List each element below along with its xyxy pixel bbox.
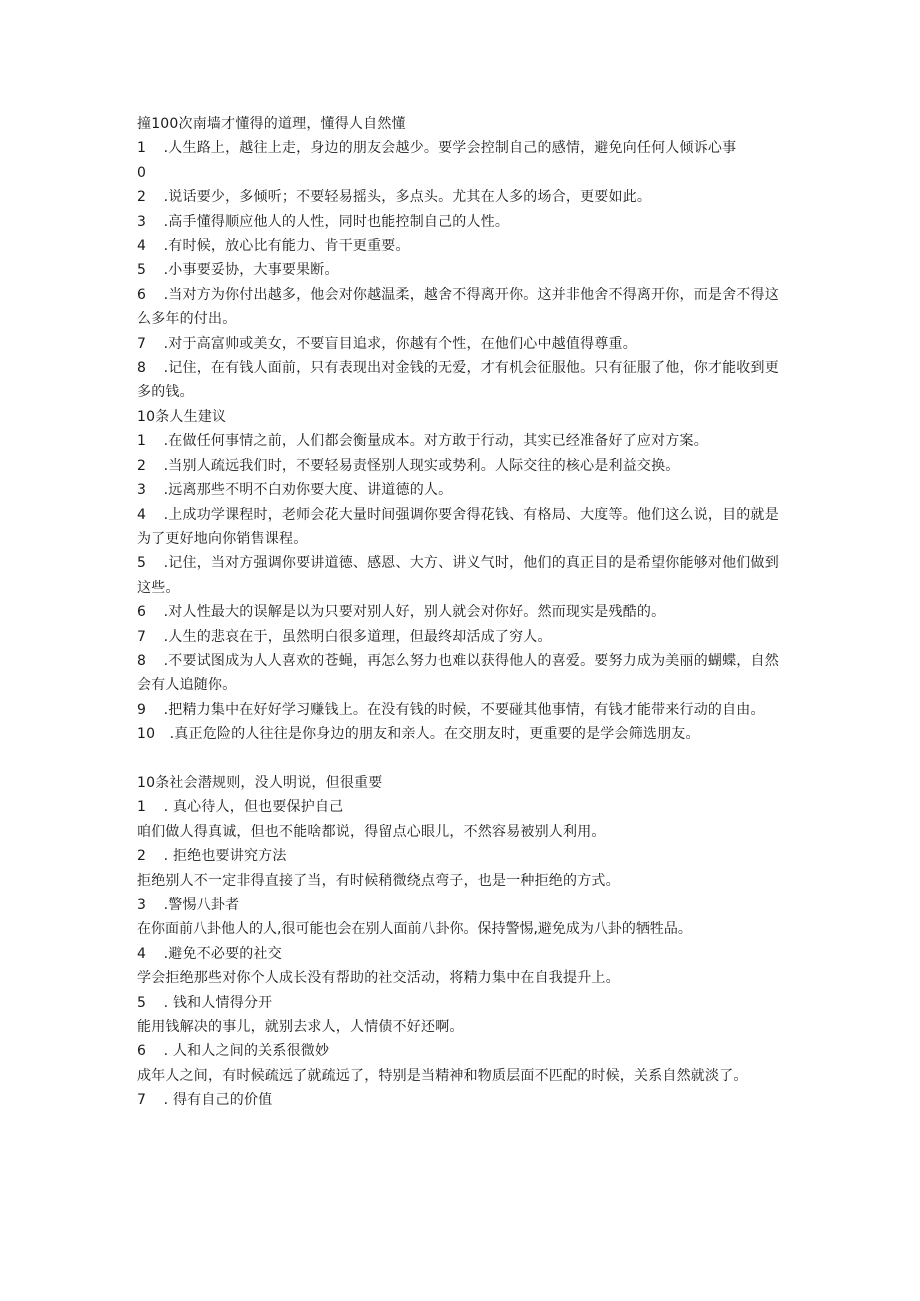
item-title: . 钱和人情得分开 xyxy=(163,994,273,1011)
list-item xyxy=(137,429,785,453)
section-3 xyxy=(137,771,785,1113)
list-item xyxy=(137,503,785,552)
item-number: 7 xyxy=(137,335,147,352)
item-number: 4 xyxy=(137,506,147,523)
item-text: .高手懂得顺应他人的人性，同时也能控制自己的人性。 xyxy=(163,213,510,230)
rule-body: 成年人之间，有时候疏远了就疏远了，特别是当精神和物质层面不匹配的时候，关系自然就淡了。 xyxy=(137,1067,748,1084)
item-number: 3 xyxy=(137,896,147,913)
item-number: 1 xyxy=(137,433,147,450)
rule-title xyxy=(137,1039,785,1063)
list-item xyxy=(137,722,785,746)
rule-title xyxy=(137,844,785,868)
item-number: 2 xyxy=(137,457,147,474)
item-text: .人生的悲哀在于，虽然明白很多道理，但最终却活成了穷人。 xyxy=(163,628,552,645)
rule-body: 拒绝别人不一定非得直接了当，有时候稍微绕点弯子，也是一种拒绝的方式。 xyxy=(137,872,620,889)
item-title: . 人和人之间的关系很微妙 xyxy=(163,1043,330,1060)
item-number: 4 xyxy=(137,238,147,255)
blank-line xyxy=(137,747,785,771)
section-2 xyxy=(137,405,785,747)
item-text: .在做任何事情之前，人们都会衡量成本。对方敢于行动，其实已经准备好了应对方案。 xyxy=(163,433,708,450)
item-number: 5 xyxy=(137,994,147,1011)
item-number: 7 xyxy=(137,1092,147,1109)
item-number: 3 xyxy=(137,482,147,499)
item-number: 10 xyxy=(137,726,156,743)
item-title: . 拒绝也要讲究方法 xyxy=(163,848,287,865)
list-item xyxy=(137,649,785,698)
item-number: 2 xyxy=(137,189,147,206)
item-number: 3 xyxy=(137,213,147,230)
rule-body: 能用钱解决的事儿，就别去求人，人情债不好还啊。 xyxy=(137,1019,464,1036)
item-text: .记住，当对方强调你要讲道德、感恩、大方、讲义气时，他们的真正目的是希望你能够对他们做到这些。 xyxy=(137,555,779,596)
item-text: .有时候，放心比有能力、肯干更重要。 xyxy=(163,238,410,255)
list-item xyxy=(137,600,785,624)
item-number: 8 xyxy=(137,652,147,669)
list-item xyxy=(137,625,785,649)
rule-title xyxy=(137,893,785,917)
list-item xyxy=(137,332,785,356)
rule-body: 咱们做人得真诚，但也不能啥都说，得留点心眼儿，不然容易被别人利用。 xyxy=(137,823,606,840)
list-item xyxy=(137,136,785,160)
list-item xyxy=(137,210,785,234)
rule-title xyxy=(137,942,785,966)
item-text: .上成功学课程时，老师会花大量时间强调你要舍得花钱、有格局、大度等。他们这么说，目的就是为了更好地向你销售课程。 xyxy=(137,506,779,547)
rule-title xyxy=(137,1088,785,1112)
item-number: 8 xyxy=(137,360,147,377)
item-title: . 真心待人，但也要保护自己 xyxy=(163,799,344,816)
item-number: 5 xyxy=(137,555,147,572)
item-text: .把精力集中在好好学习赚钱上。在没有钱的时候，不要碰其他事情，有钱才能带来行动的自由。 xyxy=(163,701,765,718)
list-item xyxy=(137,698,785,722)
item-text: .远离那些不明不白劝你要大度、讲道德的人。 xyxy=(163,482,453,499)
rule-title xyxy=(137,795,785,819)
section-heading: 10条人生建议 xyxy=(137,408,227,425)
item-text: .对人性最大的误解是以为只要对别人好，别人就会对你好。然而现实是残酷的。 xyxy=(163,604,666,621)
item-number: 6 xyxy=(137,286,147,303)
item-title: .警惕八卦者 xyxy=(163,896,240,913)
rule-title xyxy=(137,991,785,1015)
item-title: .避免不必要的社交 xyxy=(163,945,282,962)
rule-body: 学会拒绝那些对你个人成长没有帮助的社交活动，将精力集中在自我提升上。 xyxy=(137,970,620,987)
item-text: .人生路上，越往上走，身边的朋友会越少。要学会控制自己的感情，避免向任何人倾诉心事 xyxy=(163,140,737,157)
rule-body: 在你面前八卦他人的人,很可能也会在别人面前八卦你。保持警惕,避免成为八卦的牺牲品。 xyxy=(137,921,692,938)
item-number: 0 xyxy=(137,164,147,181)
item-title: . 得有自己的价值 xyxy=(163,1092,273,1109)
item-text: .不要试图成为人人喜欢的苍蝇，再怎么努力也难以获得他人的喜爱。要努力成为美丽的蝴蝶，自然会有人追随你。 xyxy=(137,652,779,694)
item-text: .当别人疏远我们时，不要轻易责怪别人现实或势利。人际交往的核心是利益交换。 xyxy=(163,457,680,474)
document-body xyxy=(137,112,785,1113)
item-number: 4 xyxy=(137,945,147,962)
item-number: 2 xyxy=(137,848,147,865)
list-item xyxy=(137,234,785,258)
list-item xyxy=(137,258,785,282)
section-1 xyxy=(137,136,785,404)
item-number: 5 xyxy=(137,262,147,279)
document-title: 撞100次南墙才懂得的道理，懂得人自然懂 xyxy=(137,116,406,132)
item-text: .对于高富帅或美女，不要盲目追求，你越有个性，在他们心中越值得尊重。 xyxy=(163,335,637,352)
item-text: .说话要少，多倾听；不要轻易摇头，多点头。尤其在人多的场合，更要如此。 xyxy=(163,189,652,206)
list-item xyxy=(137,161,785,185)
list-item xyxy=(137,283,785,332)
item-text: .记住，在有钱人面前，只有表现出对金钱的无爱，才有机会征服他。只有征服了他，你才能收到更多的钱。 xyxy=(137,360,779,401)
section-heading: 10条社会潜规则，没人明说，但很重要 xyxy=(137,774,383,791)
item-number: 6 xyxy=(137,1043,147,1060)
item-number: 1 xyxy=(137,140,147,157)
list-item xyxy=(137,551,785,600)
list-item xyxy=(137,478,785,502)
list-item xyxy=(137,356,785,405)
item-text: .当对方为你付出越多，他会对你越温柔，越舍不得离开你。这并非他舍不得离开你，而是舍不得这么多年的付出。 xyxy=(137,286,779,328)
item-number: 1 xyxy=(137,799,147,816)
item-number: 6 xyxy=(137,604,147,621)
item-number: 7 xyxy=(137,628,147,645)
item-text: .小事要妥协，大事要果断。 xyxy=(163,262,339,279)
item-text: .真正危险的人往往是你身边的朋友和亲人。在交朋友时，更重要的是学会筛选朋友。 xyxy=(169,726,700,743)
item-number: 9 xyxy=(137,701,147,718)
list-item xyxy=(137,454,785,478)
list-item xyxy=(137,185,785,209)
